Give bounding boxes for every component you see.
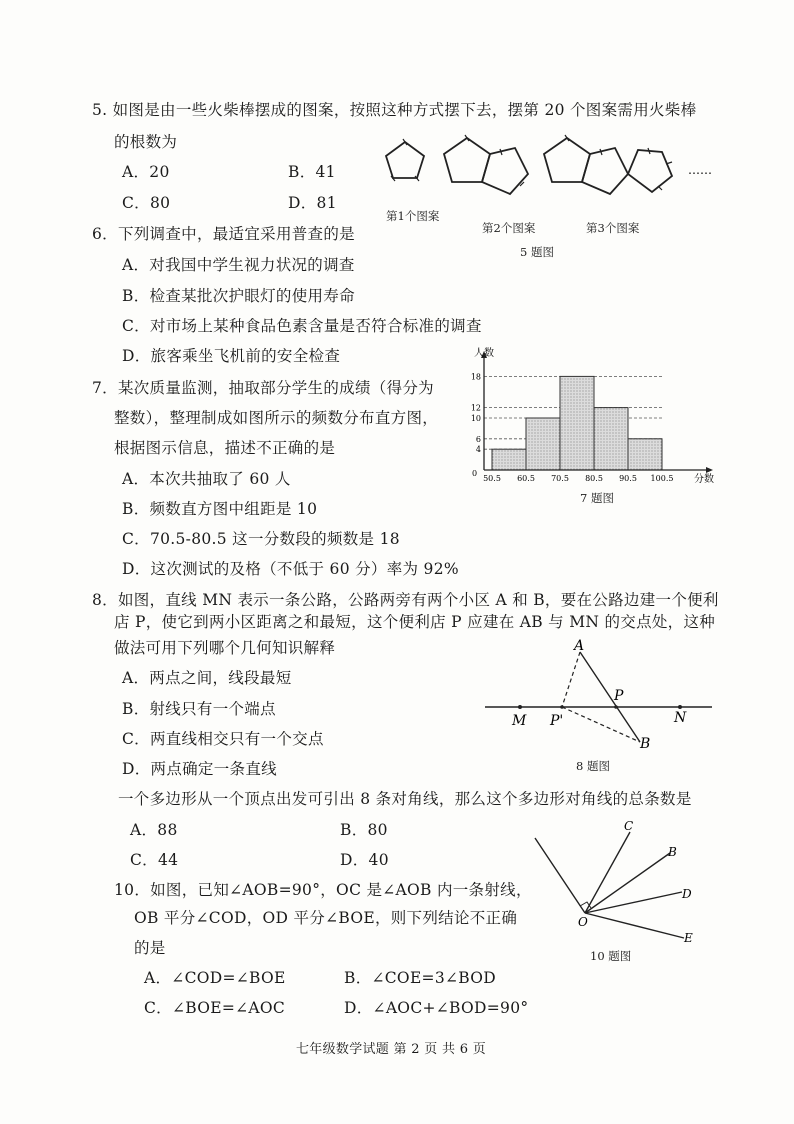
- q8-label-p: P: [614, 688, 624, 704]
- histo-ylabel: 人数: [474, 348, 494, 359]
- q9-option-b: B．80: [340, 821, 388, 839]
- q7-stem-line1: 7．某次质量监测，抽取部分学生的成绩（得分为: [92, 379, 434, 397]
- histo-xtick-5: 90.5: [619, 474, 637, 483]
- q5-option-b: B．41: [288, 163, 336, 181]
- q10-option-d: D．∠AOC+∠BOD=90°: [344, 999, 529, 1017]
- q10-figure: [530, 818, 710, 948]
- q10-label-d: D: [682, 887, 692, 901]
- q5-option-a: A．20: [122, 163, 170, 181]
- pentagon-figure-1: [386, 142, 424, 178]
- q10-option-c: C．∠BOE=∠AOC: [144, 999, 286, 1017]
- q10-label-b: B: [668, 845, 677, 859]
- q6-option-b: B．检查某批次护眼灯的使用寿命: [122, 287, 355, 305]
- histo-ytick-5: 18: [470, 372, 481, 382]
- q10-label-o: O: [578, 915, 588, 929]
- q5-caption: 5 题图: [520, 245, 554, 259]
- q8-label-n: N: [674, 710, 687, 726]
- ray-oc: [585, 832, 630, 913]
- q10-label-e: E: [684, 931, 693, 945]
- histo-bar-5: [628, 439, 662, 470]
- q6-stem: 6．下列调查中，最适宜采用普查的是: [92, 225, 355, 243]
- histo-xlabel: 分数: [694, 474, 714, 485]
- histo-xtick-6: 100.5: [650, 474, 674, 483]
- q8-label-a: A: [574, 638, 585, 654]
- q8-option-d: D．两点确定一条直线: [122, 760, 277, 778]
- histo-x-arrow: [706, 467, 713, 473]
- q8-option-a: A．两点之间，线段最短: [122, 669, 292, 687]
- q9-option-a: A．88: [130, 821, 178, 839]
- q6-option-c: C．对市场上某种食品色素含量是否符合标准的调查: [122, 317, 482, 335]
- q8-stem-line2: 店 P，使它到两小区距离之和最短，这个便利店 P 应建在 AB 与 MN 的交点处，这种: [114, 613, 716, 631]
- q7-caption: 7 题图: [580, 491, 614, 505]
- histo-bar-3: [560, 376, 594, 470]
- q10-option-a: A．∠COD=∠BOE: [144, 969, 286, 987]
- histo-origin: 0: [472, 469, 478, 478]
- q7-option-b: B．频数直方图中组距是 10: [122, 500, 318, 518]
- q7-stem-line3: 根据图示信息，描述不正确的是: [114, 439, 336, 457]
- histo-xtick-3: 70.5: [551, 474, 569, 483]
- histo-bar-2: [526, 418, 560, 470]
- q5-fig-label-1: 第1个图案: [386, 209, 440, 223]
- q7-histogram: [450, 348, 730, 498]
- q8-caption: 8 题图: [576, 759, 610, 773]
- pentagon-figure-3b: [582, 148, 628, 194]
- histo-xtick-4: 80.5: [585, 474, 603, 483]
- ray-oe: [585, 913, 684, 938]
- q9-stem: 一个多边形从一个顶点出发可引出 8 条对角线，那么这个多边形对角线的总条数是: [118, 790, 692, 808]
- ray-oa: [535, 838, 585, 913]
- q8-label-m: M: [512, 713, 527, 729]
- q10-label-c: C: [624, 819, 634, 833]
- q9-option-d: D．40: [340, 851, 389, 869]
- q8-figure: [480, 640, 720, 760]
- q8-label-b: B: [640, 736, 651, 752]
- q7-option-d: D．这次测试的及格（不低于 60 分）率为 92%: [122, 560, 459, 578]
- pentagon-figure-3c: [628, 150, 672, 192]
- q5-option-c: C．80: [122, 194, 171, 212]
- q8-label-p-prime: P': [550, 713, 564, 729]
- dashed-ap2: [562, 652, 580, 707]
- q8-option-b: B．射线只有一个端点: [122, 700, 276, 718]
- q8-stem-line1: 8．如图，直线 MN 表示一条公路，公路两旁有两个小区 A 和 B，要在公路边建一个便利: [92, 591, 719, 609]
- q6-option-a: A．对我国中学生视力状况的调查: [122, 256, 355, 274]
- q10-stem-line1: 10．如图，已知∠AOB=90°，OC 是∠AOB 内一条射线，: [114, 881, 532, 899]
- q5-fig-label-2: 第2个图案: [482, 221, 536, 235]
- q5-option-d: D．81: [288, 194, 337, 212]
- q7-stem-line2: 整数），整理制成如图所示的频数分布直方图，: [114, 409, 439, 427]
- q6-option-d: D．旅客乘坐飞机前的安全检查: [122, 347, 341, 365]
- histo-ytick-4: 12: [470, 403, 481, 413]
- q5-fig-label-3: 第3个图案: [586, 221, 640, 235]
- q5-stem-line1: 5. 如图是由一些火柴棒摆成的图案，按照这种方式摆下去，摆第 20 个图案需用火柴棒: [92, 101, 697, 119]
- q8-option-c: C．两直线相交只有一个交点: [122, 730, 324, 748]
- q5-ellipsis: ……: [688, 163, 712, 177]
- histo-ytick-3: 10: [470, 414, 481, 423]
- q9-option-c: C．44: [130, 851, 179, 869]
- histo-ytick-2: 6: [475, 434, 481, 444]
- q10-caption: 10 题图: [590, 949, 632, 963]
- histo-xtick-2: 60.5: [517, 474, 535, 483]
- q7-option-a: A．本次共抽取了 60 人: [122, 470, 291, 488]
- page-footer: 七年级数学试题 第 2 页 共 6 页: [296, 1042, 487, 1057]
- pentagon-figure-2b: [482, 148, 528, 194]
- histo-ytick-1: 4: [475, 445, 481, 455]
- q10-stem-line2: OB 平分∠COD，OD 平分∠BOE，则下列结论不正确: [134, 909, 518, 927]
- q7-option-c: C．70.5-80.5 这一分数段的频数是 18: [122, 530, 400, 548]
- q10-option-b: B．∠COE=3∠BOD: [344, 969, 497, 987]
- q5-stem-line2: 的根数为: [114, 133, 178, 151]
- q8-stem-line3: 做法可用下列哪个几何知识解释: [114, 639, 336, 657]
- q10-stem-line3: 的是: [134, 939, 166, 957]
- histo-bar-4: [594, 408, 628, 470]
- histo-xtick-1: 50.5: [483, 474, 501, 483]
- histo-bar-1: [492, 449, 526, 470]
